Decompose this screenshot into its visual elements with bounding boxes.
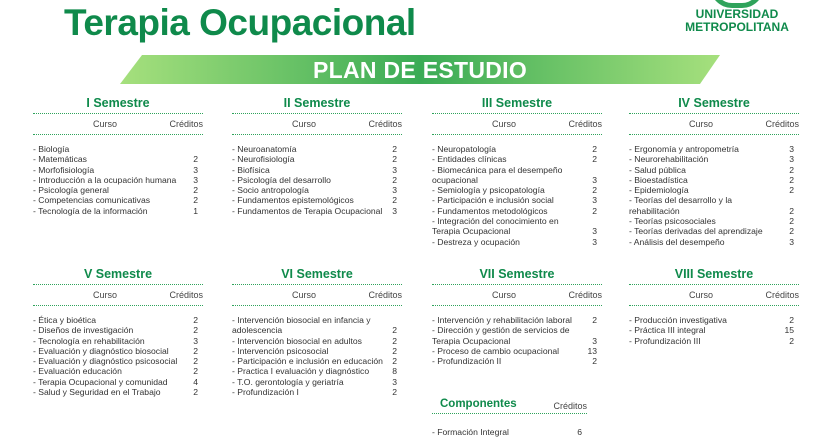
semester-divider xyxy=(33,284,203,285)
course-credits: 2 xyxy=(193,387,198,398)
header-divider xyxy=(432,134,602,135)
course-name: - Práctica III integral xyxy=(629,325,706,336)
course-name: - Profundización I xyxy=(232,387,299,398)
course-credits: 3 xyxy=(592,226,597,237)
course-list xyxy=(33,144,203,216)
course-name: - Terapia Ocupacional y comunidad xyxy=(33,376,168,387)
course-row xyxy=(232,356,402,366)
course-credits: 2 xyxy=(789,205,794,216)
course-credits: 3 xyxy=(193,174,198,185)
component-credits: 6 xyxy=(577,427,582,437)
course-row xyxy=(33,356,203,366)
course-name: - Psicología general xyxy=(33,185,109,196)
course-header: Curso xyxy=(492,119,517,129)
credits-header: Créditos xyxy=(169,119,203,129)
course-name: - Neuropatología xyxy=(432,144,497,154)
course-credits: 3 xyxy=(392,376,397,387)
semester-title: V Semestre xyxy=(83,267,153,281)
column-header xyxy=(33,119,203,133)
course-name: - Epidemiología xyxy=(629,185,689,196)
column-header xyxy=(232,119,402,133)
semester-divider xyxy=(432,113,602,114)
course-credits: 2 xyxy=(193,185,198,196)
course-row xyxy=(232,185,402,195)
course-credits: 2 xyxy=(592,154,597,165)
course-name: - Tecnología de la información xyxy=(33,205,148,216)
course-credits: 3 xyxy=(392,205,397,216)
column-header xyxy=(432,290,602,304)
semester-5 xyxy=(33,266,203,397)
course-header: Curso xyxy=(292,290,317,300)
credits-header: Créditos xyxy=(169,290,203,300)
semester-title: VIII Semestre xyxy=(674,267,754,281)
course-row xyxy=(33,206,203,216)
course-name: - Participación e inclusión en educación xyxy=(232,356,383,367)
course-name: - Destreza y ocupación xyxy=(432,236,520,247)
university-logo xyxy=(672,0,802,40)
course-name: - Fundamentos metodológicos xyxy=(432,205,548,216)
course-name: - Intervención y rehabilitación laboral xyxy=(432,315,572,325)
column-header xyxy=(629,290,799,304)
course-header: Curso xyxy=(492,290,517,300)
course-header: Curso xyxy=(689,119,714,129)
course-credits: 2 xyxy=(789,174,794,185)
course-row xyxy=(232,144,402,154)
course-credits: 2 xyxy=(392,195,397,206)
course-row xyxy=(232,336,402,346)
semester-title: VI Semestre xyxy=(281,267,353,281)
course-name: - Teorías del desarrollo y la rehabilitación xyxy=(629,195,733,216)
course-list xyxy=(629,315,799,346)
semester-2 xyxy=(232,95,402,216)
semester-title: III Semestre xyxy=(481,96,553,110)
course-credits: 2 xyxy=(789,335,794,346)
course-name: - Salud y Seguridad en el Trabajo xyxy=(33,387,161,398)
course-name: - Semiología y psicopatología xyxy=(432,185,545,196)
semester-3 xyxy=(432,95,602,247)
course-credits: 3 xyxy=(592,236,597,247)
course-header: Curso xyxy=(689,290,714,300)
course-row xyxy=(432,195,602,205)
course-credits: 2 xyxy=(392,154,397,165)
course-name: - Teorías derivadas del aprendizaje xyxy=(629,226,763,237)
course-credits: 2 xyxy=(193,195,198,206)
course-row xyxy=(33,377,203,387)
course-credits: 2 xyxy=(789,226,794,237)
semester-divider xyxy=(232,284,402,285)
course-row xyxy=(629,315,799,325)
course-credits: 3 xyxy=(392,185,397,196)
components-section xyxy=(432,395,587,437)
course-credits: 2 xyxy=(789,185,794,196)
course-row xyxy=(629,154,799,164)
course-name: - Competencias comunicativas xyxy=(33,195,151,206)
credits-header: Créditos xyxy=(568,119,602,129)
course-row xyxy=(432,165,602,186)
course-name: - Integración del conocimiento en Terapia Ocupacional xyxy=(432,216,559,237)
course-row xyxy=(33,387,203,397)
course-name: - Neuroanatomía xyxy=(232,144,297,154)
logo-text xyxy=(672,8,802,34)
course-name: - Salud pública xyxy=(629,164,686,175)
course-header: Curso xyxy=(292,119,317,129)
course-name: - Morfofisiología xyxy=(33,164,95,175)
semester-title: IV Semestre xyxy=(678,96,750,110)
course-name: - Teorías psicosociales xyxy=(629,216,716,227)
course-name: - Neurofisiología xyxy=(232,154,295,165)
course-row xyxy=(629,175,799,185)
course-name: - Tecnología en rehabilitación xyxy=(33,335,145,346)
course-row xyxy=(232,346,402,356)
course-row xyxy=(432,185,602,195)
course-name: - Neurorehabilitación xyxy=(629,154,709,165)
course-row xyxy=(432,206,602,216)
course-header: Curso xyxy=(93,290,118,300)
course-name: - Evaluación y diagnóstico biosocial xyxy=(33,345,169,356)
course-credits: 4 xyxy=(193,376,198,387)
course-row xyxy=(33,175,203,185)
course-row xyxy=(33,336,203,346)
course-name: - Entidades clínicas xyxy=(432,154,507,165)
course-name: - Psicología del desarrollo xyxy=(232,174,331,185)
semester-title: I Semestre xyxy=(86,96,150,110)
component-row xyxy=(432,427,587,437)
header-divider xyxy=(232,305,402,306)
course-row xyxy=(629,237,799,247)
course-row xyxy=(33,195,203,205)
course-row xyxy=(33,144,203,154)
course-row xyxy=(629,195,799,216)
credits-header: Créditos xyxy=(368,119,402,129)
course-credits: 3 xyxy=(592,174,597,185)
semester-divider xyxy=(629,113,799,114)
semester-divider xyxy=(629,284,799,285)
course-name: - Intervención biosocial en infancia y adolescencia xyxy=(232,315,371,336)
course-credits: 2 xyxy=(392,174,397,185)
course-credits: 2 xyxy=(392,387,397,398)
course-credits: 3 xyxy=(789,154,794,165)
component-name: - Formación Integral xyxy=(432,427,509,437)
course-row xyxy=(432,154,602,164)
course-credits: 8 xyxy=(392,366,397,377)
course-name: - Bioestadística xyxy=(629,174,688,185)
course-credits: 2 xyxy=(193,154,198,165)
banner-title: PLAN DE ESTUDIO xyxy=(312,57,528,83)
course-row xyxy=(629,185,799,195)
credits-header: Créditos xyxy=(765,290,799,300)
course-name: - Proceso de cambio ocupacional xyxy=(432,345,560,356)
course-credits: 2 xyxy=(193,345,198,356)
course-credits: 2 xyxy=(193,325,198,336)
column-header xyxy=(33,290,203,304)
course-credits: 2 xyxy=(392,325,397,336)
course-row xyxy=(33,165,203,175)
course-name: - Evaluación y diagnóstico psicosocial xyxy=(33,356,178,367)
course-row xyxy=(232,315,402,336)
course-row xyxy=(232,195,402,205)
header-divider xyxy=(432,305,602,306)
course-row xyxy=(432,144,602,154)
course-row xyxy=(629,216,799,226)
course-row xyxy=(432,325,602,346)
semester-4 xyxy=(629,95,799,247)
course-row xyxy=(33,185,203,195)
course-name: - Intervención biosocial en adultos xyxy=(232,335,362,346)
column-header xyxy=(432,119,602,133)
course-row xyxy=(33,154,203,164)
course-name: - Análisis del desempeño xyxy=(629,236,725,247)
course-credits: 2 xyxy=(789,315,794,325)
course-credits: 3 xyxy=(789,236,794,247)
course-name: - Profundización II xyxy=(432,356,502,367)
logo-line-2: METROPOLITANA xyxy=(685,20,789,34)
course-row xyxy=(232,206,402,216)
course-name: - Matemáticas xyxy=(33,154,87,165)
course-name: - Biología xyxy=(33,144,70,154)
course-row xyxy=(629,336,799,346)
semester-title: VII Semestre xyxy=(479,267,555,281)
semester-8 xyxy=(629,266,799,346)
course-credits: 2 xyxy=(193,366,198,377)
course-row xyxy=(629,144,799,154)
course-credits: 13 xyxy=(587,345,597,356)
components-divider xyxy=(432,413,587,414)
course-name: - Biomecánica para el desempeño ocupacional xyxy=(432,164,563,185)
course-credits: 2 xyxy=(789,164,794,175)
course-credits: 3 xyxy=(592,335,597,346)
course-credits: 3 xyxy=(193,335,198,346)
course-name: - Diseños de investigación xyxy=(33,325,134,336)
course-credits: 15 xyxy=(784,325,794,336)
course-credits: 3 xyxy=(193,164,198,175)
column-header xyxy=(232,290,402,304)
course-credits: 2 xyxy=(392,356,397,367)
course-credits: 3 xyxy=(592,195,597,206)
credits-header: Créditos xyxy=(568,290,602,300)
semester-divider xyxy=(232,113,402,114)
course-name: - Producción investigativa xyxy=(629,315,727,325)
course-list xyxy=(33,315,203,397)
course-header: Curso xyxy=(93,119,118,129)
course-name: - Ergonomía y antropometría xyxy=(629,144,739,154)
header-divider xyxy=(629,134,799,135)
course-row xyxy=(232,175,402,185)
course-row xyxy=(33,315,203,325)
header-divider xyxy=(629,305,799,306)
course-list xyxy=(432,144,602,247)
course-row xyxy=(33,346,203,356)
course-name: - Socio antropología xyxy=(232,185,309,196)
course-credits: 3 xyxy=(392,164,397,175)
semester-divider xyxy=(432,284,602,285)
course-name: - Practica I evaluación y diagnóstico xyxy=(232,366,370,377)
course-row xyxy=(232,377,402,387)
course-credits: 2 xyxy=(592,185,597,196)
course-credits: 2 xyxy=(193,315,198,325)
header-divider xyxy=(33,305,203,306)
course-credits: 2 xyxy=(592,356,597,367)
course-credits: 2 xyxy=(592,205,597,216)
course-credits: 1 xyxy=(193,205,198,216)
course-row xyxy=(432,315,602,325)
course-row xyxy=(432,237,602,247)
course-list xyxy=(629,144,799,247)
course-row xyxy=(232,387,402,397)
header-divider xyxy=(33,134,203,135)
course-row xyxy=(629,226,799,236)
semester-title: II Semestre xyxy=(283,96,351,110)
course-row xyxy=(232,165,402,175)
course-list xyxy=(432,315,602,366)
course-name: - Ética y bioética xyxy=(33,315,97,325)
semester-7 xyxy=(432,266,602,366)
course-list xyxy=(232,144,402,216)
components-title: Componentes xyxy=(440,398,517,410)
semester-1 xyxy=(33,95,203,216)
course-name: - Fundamentos epistemológicos xyxy=(232,195,354,206)
course-credits: 2 xyxy=(592,315,597,325)
course-name: - Profundización III xyxy=(629,335,701,346)
course-row xyxy=(232,154,402,164)
course-name: - Introducción a la ocupación humana xyxy=(33,174,177,185)
course-name: - Evaluación educación xyxy=(33,366,122,377)
course-row xyxy=(432,216,602,237)
semester-divider xyxy=(33,113,203,114)
course-row xyxy=(33,366,203,376)
course-name: - T.O. gerontología y geriatría xyxy=(232,376,344,387)
course-name: - Fundamentos de Terapia Ocupacional xyxy=(232,205,383,216)
course-credits: 2 xyxy=(193,356,198,367)
course-row xyxy=(629,325,799,335)
course-name: - Dirección y gestión de servicios de Terapia Ocupacional xyxy=(432,325,570,346)
credits-header: Créditos xyxy=(765,119,799,129)
course-row xyxy=(432,356,602,366)
semester-6 xyxy=(232,266,402,397)
course-credits: 3 xyxy=(789,144,794,154)
course-credits: 2 xyxy=(392,335,397,346)
course-credits: 2 xyxy=(392,345,397,356)
course-row xyxy=(629,165,799,175)
column-header xyxy=(629,119,799,133)
course-credits: 2 xyxy=(789,216,794,227)
components-credits-label: Créditos xyxy=(553,401,587,411)
page-title: Terapia Ocupacional xyxy=(64,2,416,43)
course-credits: 2 xyxy=(392,144,397,154)
course-list xyxy=(232,315,402,397)
course-row xyxy=(432,346,602,356)
credits-header: Créditos xyxy=(368,290,402,300)
course-name: - Biofísica xyxy=(232,164,270,175)
course-row xyxy=(232,366,402,376)
course-credits: 2 xyxy=(592,144,597,154)
course-row xyxy=(33,325,203,335)
course-name: - Participación e inclusión social xyxy=(432,195,554,206)
logo-line-1: UNIVERSIDAD xyxy=(695,7,779,21)
course-name: - Intervención psicosocial xyxy=(232,345,329,356)
header-divider xyxy=(232,134,402,135)
